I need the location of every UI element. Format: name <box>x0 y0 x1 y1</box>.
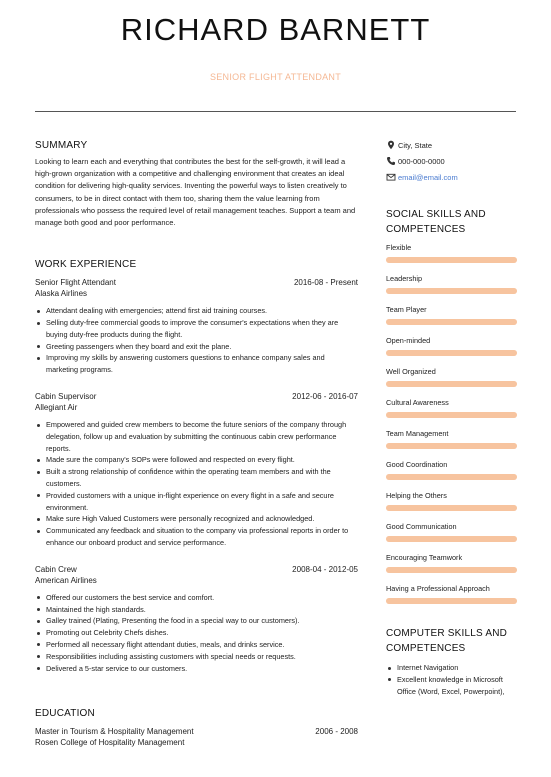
skill-label: Leadership <box>386 274 423 283</box>
computer-skill-item: Excellent knowledge in Microsoft Office (Word, Excel, Powerpoint), <box>386 674 517 698</box>
job-header <box>35 278 358 289</box>
skill-level-fill <box>386 257 517 263</box>
phone-text: 000-000-0000 <box>398 157 445 166</box>
skill-label: Team Management <box>386 429 449 438</box>
job-entry <box>35 278 358 376</box>
education-header <box>35 727 358 738</box>
job-dates: 2008-04 - 2012-05 <box>292 564 358 574</box>
duty-item: Built a strong relationship of confidence within the operating team members and with the customers. <box>35 466 358 490</box>
job-title: Cabin Supervisor <box>35 392 97 401</box>
candidate-title: SENIOR FLIGHT ATTENDANT <box>209 72 342 82</box>
computer-skill-item: Internet Navigation <box>386 662 517 674</box>
skill-row <box>386 522 517 553</box>
skill-label: Having a Professional Approach <box>386 584 490 593</box>
candidate-name: RICHARD BARNETT <box>120 12 431 47</box>
skill-label: Good Communication <box>386 522 457 531</box>
job-dates: 2012-06 - 2016-07 <box>292 392 358 401</box>
skill-row <box>386 336 517 367</box>
skill-row <box>386 243 517 274</box>
skill-row <box>386 584 517 615</box>
education-dates: 2006 - 2008 <box>315 727 358 737</box>
contact-phone <box>386 156 517 172</box>
duty-item: Make sure High Valued Customers were personally recognized and acknowledged. <box>35 513 358 525</box>
skill-level-fill <box>386 288 517 294</box>
summary-text: Looking to learn each and everything that contributes the best for the self-growth, it will lead a high-grown organization with a competitive and challenging environment that creates an ideal condition for delivering high-quality services. Inventing the powerful ways to listen creatively to consumers, to be in direct contact with them too, sharing them the value learning from professionals who possess the required level of retail management teaches. Support a team and manage both good and poor performance. <box>35 157 356 228</box>
job-duties-list <box>35 419 358 549</box>
duty-item: Performed all necessary flight attendant duties, meals, and drinks service. <box>35 639 358 651</box>
work-experience-heading: WORK EXPERIENCE <box>35 259 137 271</box>
skill-level-bar <box>386 412 517 418</box>
skill-level-fill <box>386 443 517 449</box>
job-header <box>35 565 358 576</box>
duty-item: Communicated any feedback and situation to the company via professional reports in order to enhance our onboard product and service performance. <box>35 525 358 549</box>
skill-row <box>386 305 517 336</box>
job-entry <box>35 565 358 675</box>
contact-email <box>386 172 517 188</box>
skill-row <box>386 553 517 584</box>
duty-item: Made sure the company's SOPs were followed and respected on every flight. <box>35 454 358 466</box>
summary-heading: SUMMARY <box>35 140 88 151</box>
skill-level-bar <box>386 474 517 480</box>
duty-item: Galley trained (Plating, Presenting the food in a special way to our customers). <box>35 615 358 627</box>
contact-location <box>386 140 517 156</box>
duty-item: Delivered a 5-star service to our customers. <box>35 663 358 675</box>
skill-label: Good Coordination <box>386 460 448 469</box>
duty-item: Improving my skills by answering customers questions to enhance company sales and marketing programs. <box>35 352 358 376</box>
skill-level-bar <box>386 350 517 356</box>
skill-label: Helping the Others <box>386 491 447 500</box>
duty-item: Offered our customers the best service and comfort. <box>35 592 358 604</box>
skill-level-fill <box>386 598 517 604</box>
education-entry <box>35 727 358 750</box>
education-degree: Master in Tourism & Hospitality Management <box>35 727 194 737</box>
skill-level-fill <box>386 567 517 573</box>
skill-level-bar <box>386 505 517 511</box>
computer-skills-list <box>386 662 517 697</box>
skill-level-bar <box>386 536 517 542</box>
skill-row <box>386 429 517 460</box>
education-school: Rosen College of Hospitality Management <box>35 738 185 748</box>
envelope-icon <box>386 172 396 182</box>
skill-row <box>386 274 517 305</box>
job-dates: 2016-08 - Present <box>293 278 358 288</box>
skill-label: Encouraging Teamwork <box>386 553 463 562</box>
duty-item: Maintained the high standards. <box>35 604 358 616</box>
skill-label: Team Player <box>386 305 427 314</box>
skill-level-fill <box>386 505 517 511</box>
skill-level-fill <box>386 350 517 356</box>
duty-item: Selling duty-free commercial goods to improve the consumer's expectations when they are buying duty-free products during the flight. <box>35 317 358 341</box>
skill-level-bar <box>386 257 517 263</box>
skill-level-fill <box>386 319 517 325</box>
phone-icon <box>386 156 396 166</box>
skill-level-fill <box>386 536 517 542</box>
skill-level-bar <box>386 319 517 325</box>
main-column <box>35 140 358 750</box>
email-link[interactable]: email@email.com <box>398 173 458 182</box>
duty-item: Provided customers with a unique in-flight experience on every flight in a safe and secure environment. <box>35 490 358 514</box>
skill-level-bar <box>386 381 517 387</box>
job-title: Cabin Crew <box>35 564 77 574</box>
duty-item: Empowered and guided crew members to become the future seniors of the company through delegation, follow up and evaluation by submitting the continuous cabin crew performance reports. <box>35 419 358 454</box>
job-duties-list <box>35 592 358 675</box>
header-divider <box>35 111 516 112</box>
skill-level-bar <box>386 443 517 449</box>
sidebar-column <box>386 140 517 697</box>
skill-level-fill <box>386 412 517 418</box>
map-pin-icon <box>386 140 396 150</box>
skill-level-bar <box>386 567 517 573</box>
location-text: City, State <box>398 141 433 150</box>
skill-level-bar <box>386 598 517 604</box>
skill-label: Cultural Awareness <box>386 398 449 407</box>
duty-item: Attendant dealing with emergencies; attend first aid training courses. <box>35 305 358 317</box>
skill-level-fill <box>386 474 517 480</box>
skill-label: Well Organized <box>386 367 436 376</box>
duty-item: Responsibilities including assisting customers with special needs or requests. <box>35 651 358 663</box>
skill-row <box>386 491 517 522</box>
skill-row <box>386 367 517 398</box>
social-skills-list <box>386 243 517 615</box>
education-heading: EDUCATION <box>35 708 95 720</box>
job-duties-list <box>35 305 358 376</box>
skill-label: Open-minded <box>386 336 431 345</box>
skill-label: Flexible <box>386 243 412 252</box>
duty-item: Greeting passengers when they board and exit the plane. <box>35 341 358 353</box>
skill-level-bar <box>386 288 517 294</box>
job-title: Senior Flight Attendant <box>35 278 116 288</box>
social-skills-heading: SOCIAL SKILLS AND COMPETENCES <box>386 209 486 235</box>
skill-row <box>386 398 517 429</box>
job-entry <box>35 392 358 549</box>
job-company: American Airlines <box>35 575 97 585</box>
computer-skills-heading: COMPUTER SKILLS AND COMPETENCES <box>386 628 508 654</box>
skill-level-fill <box>386 381 517 387</box>
job-header <box>35 392 358 403</box>
duty-item: Promoting out Celebrity Chefs dishes. <box>35 627 358 639</box>
skill-row <box>386 460 517 491</box>
job-company: Allegiant Air <box>35 403 78 412</box>
job-company: Alaska Airlines <box>35 289 88 299</box>
